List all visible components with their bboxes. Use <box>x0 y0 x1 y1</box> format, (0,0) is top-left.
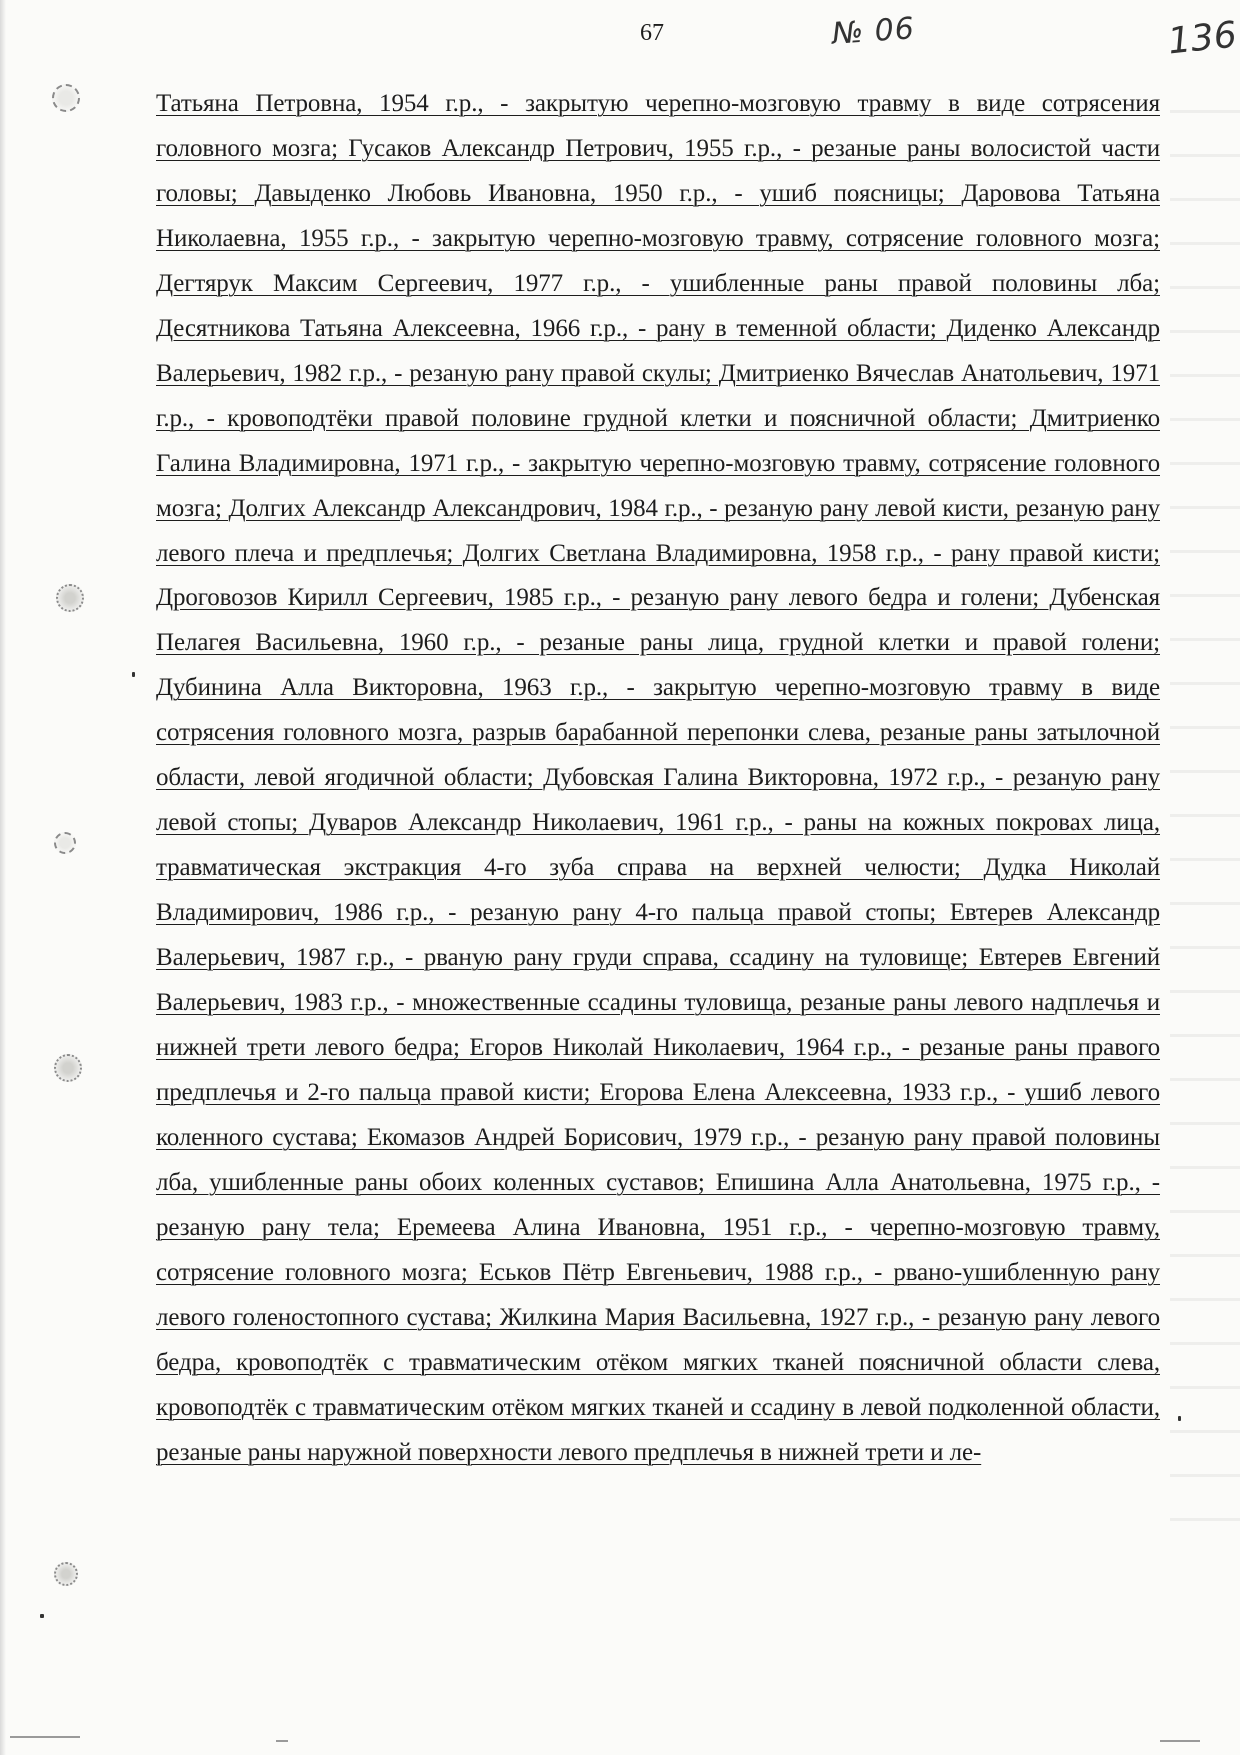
bottom-scan-mark <box>1160 1740 1200 1742</box>
punch-hole-5 <box>54 1562 78 1586</box>
scan-left-edge <box>0 0 6 1755</box>
body-text: Татьяна Петровна, 1954 г.р., - закрытую черепно-мозговую травму в виде сотрясения головного мозга; Гусаков Александр Петрович, 1955 г.р., - резаные раны волосистой части головы; Давыденко Любовь Ивановна, 1950 г.р., - ушиб поясницы; Даровова Татьяна Николаевна, 1955 г.р., - закрытую черепно-мозговую травму, сотрясение головного мозга; Дегтярук Максим Сергеевич, 1977 г.р., - ушибленные раны правой половины лба; Десятникова Татьяна Алексеевна, 1966 г.р., - рану в теменной области; Диденко Александр Валерьевич, 1982 г.р., - резаную рану правой скулы; Дмитриенко Вячеслав Анатольевич, 1971 г.р., - кровоподтёки правой половине грудной клетки и поясничной области; Дмитриенко Галина Владимировна, 1971 г.р., - закрытую черепно-мозговую травму, сотрясение головного мозга; Долгих Александр Александрович, 1984 г.р., - резаную рану левой кисти, резаную рану левого плеча и предплечья; Долгих Светлана Владимировна, 1958 г.р., - рану правой кисти; Дроговозов Кирилл Сергеевич, 1985 г.р., - резаную рану левого бедра и голени; Дубенская Пелагея Васильевна, 1960 г.р., - резаные раны лица, грудной клетки и правой голени; Дубинина Алла Викторовна, 1963 г.р., - закрытую черепно-мозговую травму в виде сотрясения головного мозга, разрыв барабанной перепонки слева, резаные раны затылочной области, левой ягодичной области; Дубовская Галина Викторовна, 1972 г.р., - резаную рану левой стопы; Дуваров Александр Николаевич, 1961 г.р., - раны на кожных покровах лица, травматическая экстракция 4-го зуба справа на верхней челюсти; Дудка Николай Владимирович, 1986 г.р., - резаную рану 4-го пальца правой стопы; Евтерев Александр Валерьевич, 1987 г.р., - рваную рану груди справа, ссадину на туловище; Евтерев Евгений Валерьевич, 1983 г.р., - множественные ссадины туловища, резаные раны левого надплечья и нижней трети левого бедра; Егоров Николай Николаевич, 1964 г.р., - резаные раны правого предплечья и 2-го пальца правой кисти; Егорова Елена Алексеевна, 1933 г.р., - ушиб левого коленного сустава; Екомазов Андрей Борисович, 1979 г.р., - резаную рану правой половины лба, ушибленные раны обоих коленных суставов; Епишина Алла Анатольевна, 1975 г.р., - резаную рану тела; Еремеева Алина Ивановна, 1951 г.р., - черепно-мозговую травму, сотрясение головного мозга; Еськов Пётр Евгеньевич, 1988 г.р., - рвано-ушибленную рану левого голеностопного сустава; Жилкина Мария Васильевна, 1927 г.р., - резаную рану левого бедра, кровоподтёк с травматическим отёком мягких тканей поясничной области слева, кровоподтёк с травматическим отёком мягких тканей и ссадину в левой подколенной области, резаные раны наружной поверхности левого предплечья в нижней трети и ле- <box>156 90 1160 1466</box>
punch-hole-1 <box>52 84 80 112</box>
punch-hole-4 <box>54 1054 82 1082</box>
handwritten-sheet-number: 136 <box>1166 14 1239 63</box>
reverse-side-bleed <box>1170 80 1240 1540</box>
bottom-scan-mark <box>10 1736 80 1738</box>
speck <box>132 672 135 677</box>
punch-hole-2 <box>56 584 84 612</box>
handwritten-case-number: № 06 <box>830 11 917 52</box>
speck <box>1178 1416 1181 1421</box>
bottom-scan-mark <box>276 1740 288 1742</box>
page-number: 67 <box>640 20 664 46</box>
speck <box>40 1614 44 1618</box>
punch-hole-3 <box>54 832 76 854</box>
